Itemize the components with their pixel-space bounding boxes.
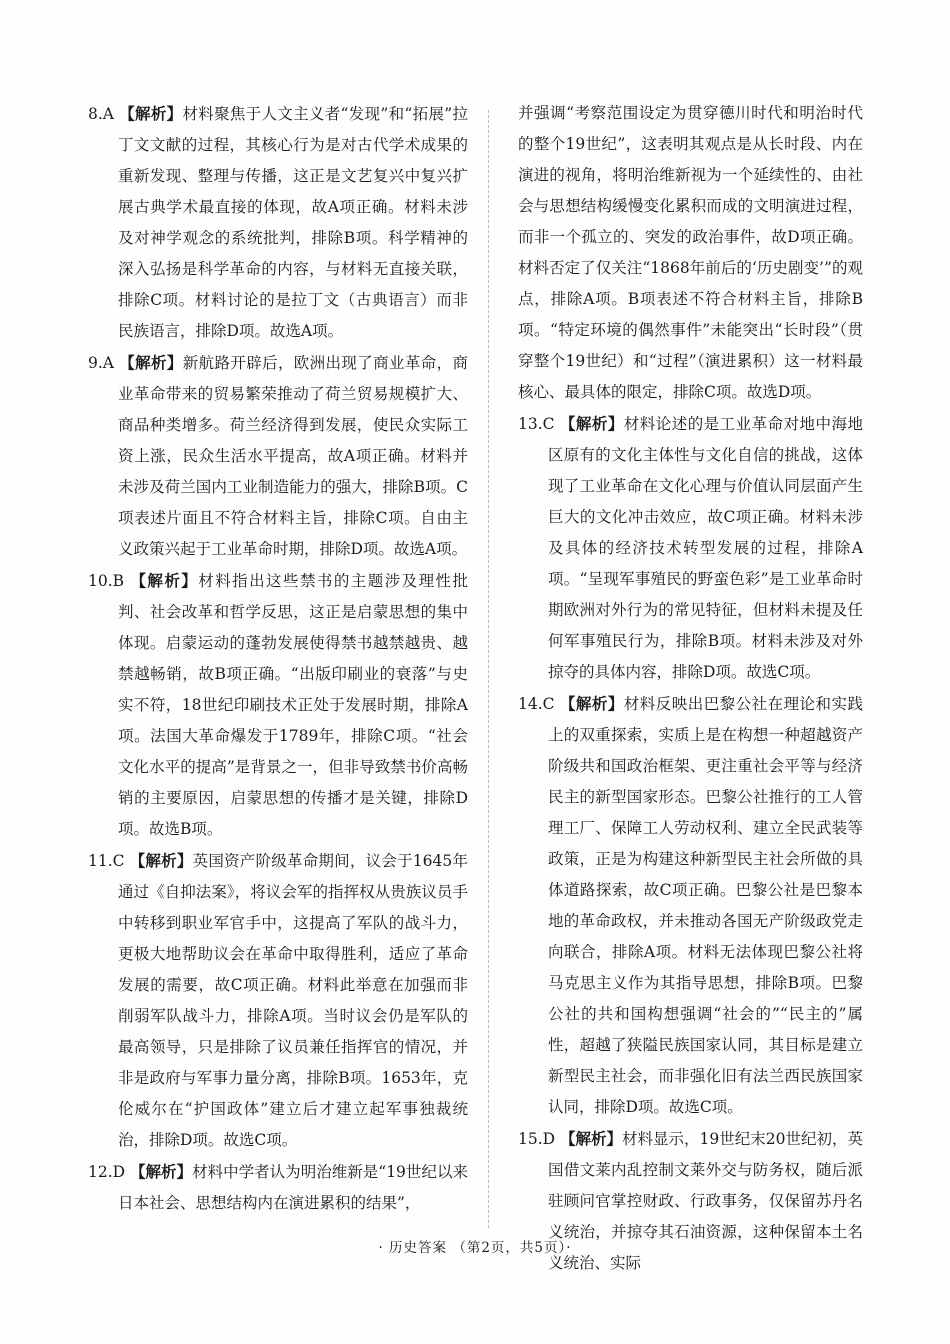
answer-text: 材料论述的是工业革命对地中海地区原有的文化主体性与文化自信的挑战，这体现了工业革命在文化心理与价值认同层面产生巨大的文化冲击效应，故C项正确。材料未涉及具体的经济技术转型发展的过程，排除A项。“呈现军事殖民的野蛮色彩”是工业革命时期欧洲对外行为的常见特征，但材料未提及任何军事殖民行为，排除B项。材料未涉及对外掠夺的具体内容，排除D项。故选C项。 bbox=[548, 415, 863, 681]
answer-number: 11.C bbox=[88, 852, 125, 870]
answer-number: 12.D bbox=[88, 1163, 126, 1181]
right-column bbox=[518, 98, 863, 1279]
answer-number: 14.C bbox=[518, 695, 555, 713]
answer-number: 9.A bbox=[88, 354, 114, 372]
answer-item-8 bbox=[88, 98, 468, 347]
answer-item-12 bbox=[88, 1156, 468, 1219]
answer-number: 8.A bbox=[88, 105, 114, 123]
answer-item-11 bbox=[88, 845, 468, 1156]
answer-text: 材料中学者认为明治维新是“19世纪以来日本社会、思想结构内在演进累积的结果”， bbox=[118, 1163, 468, 1212]
answer-text: 并强调“考察范围设定为贯穿德川时代和明治时代的整个19世纪”，这表明其观点是从长时段、内在演进的视角，将明治维新视为一个延续性的、由社会与思想结构缓慢变化累积而成的文明演进过程，而非一个孤立的、突发的政治事件，故D项正确。材料否定了仅关注“1868年前后的‘历史剧变’”的观点，排除A项。B项表述不符合材料主旨，排除B项。“特定环境的偶然事件”未能突出“长时段”（贯穿整个19世纪）和“过程”（演进累积）这一材料最核心、最具体的限定，排除C项。故选D项。 bbox=[518, 104, 863, 401]
analysis-tag: 【解析】 bbox=[129, 851, 193, 870]
answer-item-9 bbox=[88, 347, 468, 565]
analysis-tag: 【解析】 bbox=[130, 1162, 193, 1181]
answer-item-10 bbox=[88, 565, 468, 845]
answer-text: 材料反映出巴黎公社在理论和实践上的双重探索，实质上是在构想一种超越资产阶级共和国政治框架、更注重社会平等与经济民主的新型国家形态。巴黎公社推行的工人管理工厂、保障工人劳动权利、建立全民武装等政策，正是为构建这种新型民主社会所做的具体道路探索，故C项正确。巴黎公社是巴黎本地的革命政权，并未推动各国无产阶级政党走向联合，排除A项。材料无法体现巴黎公社将马克思主义作为其指导思想，排除B项。巴黎公社的共和国构想强调“社会的”“民主的”属性，超越了狭隘民族国家认同，其目标是建立新型民主社会，而非强化旧有法兰西民族国家认同，排除D项。故选C项。 bbox=[548, 695, 863, 1116]
analysis-tag: 【解析】 bbox=[559, 414, 624, 433]
column-divider bbox=[488, 110, 489, 1228]
answer-text: 材料指出这些禁书的主题涉及理性批判、社会改革和哲学反思，这正是启蒙思想的集中体现。启蒙运动的蓬勃发展使得禁书越禁越贵、越禁越畅销，故B项正确。“出版印刷业的衰落”与史实不符，18世纪印刷技术正处于发展时期，排除A项。法国大革命爆发于1789年，排除C项。“社会文化水平的提高”是背景之一，但非导致禁书价高畅销的主要原因，启蒙思想的传播才是关键，排除D项。故选B项。 bbox=[118, 572, 468, 838]
answer-number: 15.D bbox=[518, 1130, 556, 1148]
answer-text: 新航路开辟后，欧洲出现了商业革命，商业革命带来的贸易繁荣推动了荷兰贸易规模扩大、商品种类增多。荷兰经济得到发展，使民众实际工资上涨，民众生活水平提高，故A项正确。材料并未涉及荷兰国内工业制造能力的强大，排除B项。C项表述片面且不符合材料主旨，排除C项。自由主义政策兴起于工业革命时期，排除D项。故选A项。 bbox=[118, 354, 468, 558]
analysis-tag: 【解析】 bbox=[130, 571, 199, 590]
answer-text: 材料聚焦于人文主义者“发现”和“拓展”拉丁文文献的过程，其核心行为是对古代学术成果的重新发现、整理与传播，这正是文艺复兴中复兴扩展古典学术最直接的体现，故A项正确。材料未涉及对神学观念的系统批判，排除B项。科学精神的深入弘扬是科学革命的内容，与材料无直接关联，排除C项。材料讨论的是拉丁文（古典语言）而非民族语言，排除D项。故选A项。 bbox=[118, 105, 468, 340]
analysis-tag: 【解析】 bbox=[119, 104, 183, 123]
answer-item-14 bbox=[518, 688, 863, 1123]
analysis-tag: 【解析】 bbox=[560, 1129, 623, 1148]
analysis-tag: 【解析】 bbox=[119, 353, 183, 372]
page-footer: · 历史答案 （第2页，共5页）· bbox=[378, 1240, 572, 1256]
answer-number: 10.B bbox=[88, 572, 125, 590]
answer-text: 材料显示，19世纪末20世纪初，英国借文莱内乱控制文莱外交与防务权，随后派驻顾问官掌控财政、行政事务，仅保留苏丹名义统治，并掠夺其石油资源，这种保留本土名义统治、实际 bbox=[548, 1130, 863, 1272]
answer-text: 英国资产阶级革命期间，议会于1645年通过《自抑法案》，将议会军的指挥权从贵族议员手中转移到职业军官手中，这提高了军队的战斗力，更极大地帮助议会在革命中取得胜利，适应了革命发展的需要，故C项正确。材料此举意在加强而非削弱军队战斗力，排除A项。当时议会仍是军队的最高领导，只是排除了议员兼任指挥官的情况，并非是政府与军事力量分离，排除B项。1653年，克伦威尔在“护国政体”建立后才建立起军事独裁统治，排除D项。故选C项。 bbox=[118, 852, 468, 1149]
answer-item-12-continued bbox=[518, 98, 863, 408]
analysis-tag: 【解析】 bbox=[559, 694, 624, 713]
left-column bbox=[88, 98, 468, 1219]
answer-item-13 bbox=[518, 408, 863, 688]
answer-number: 13.C bbox=[518, 415, 555, 433]
